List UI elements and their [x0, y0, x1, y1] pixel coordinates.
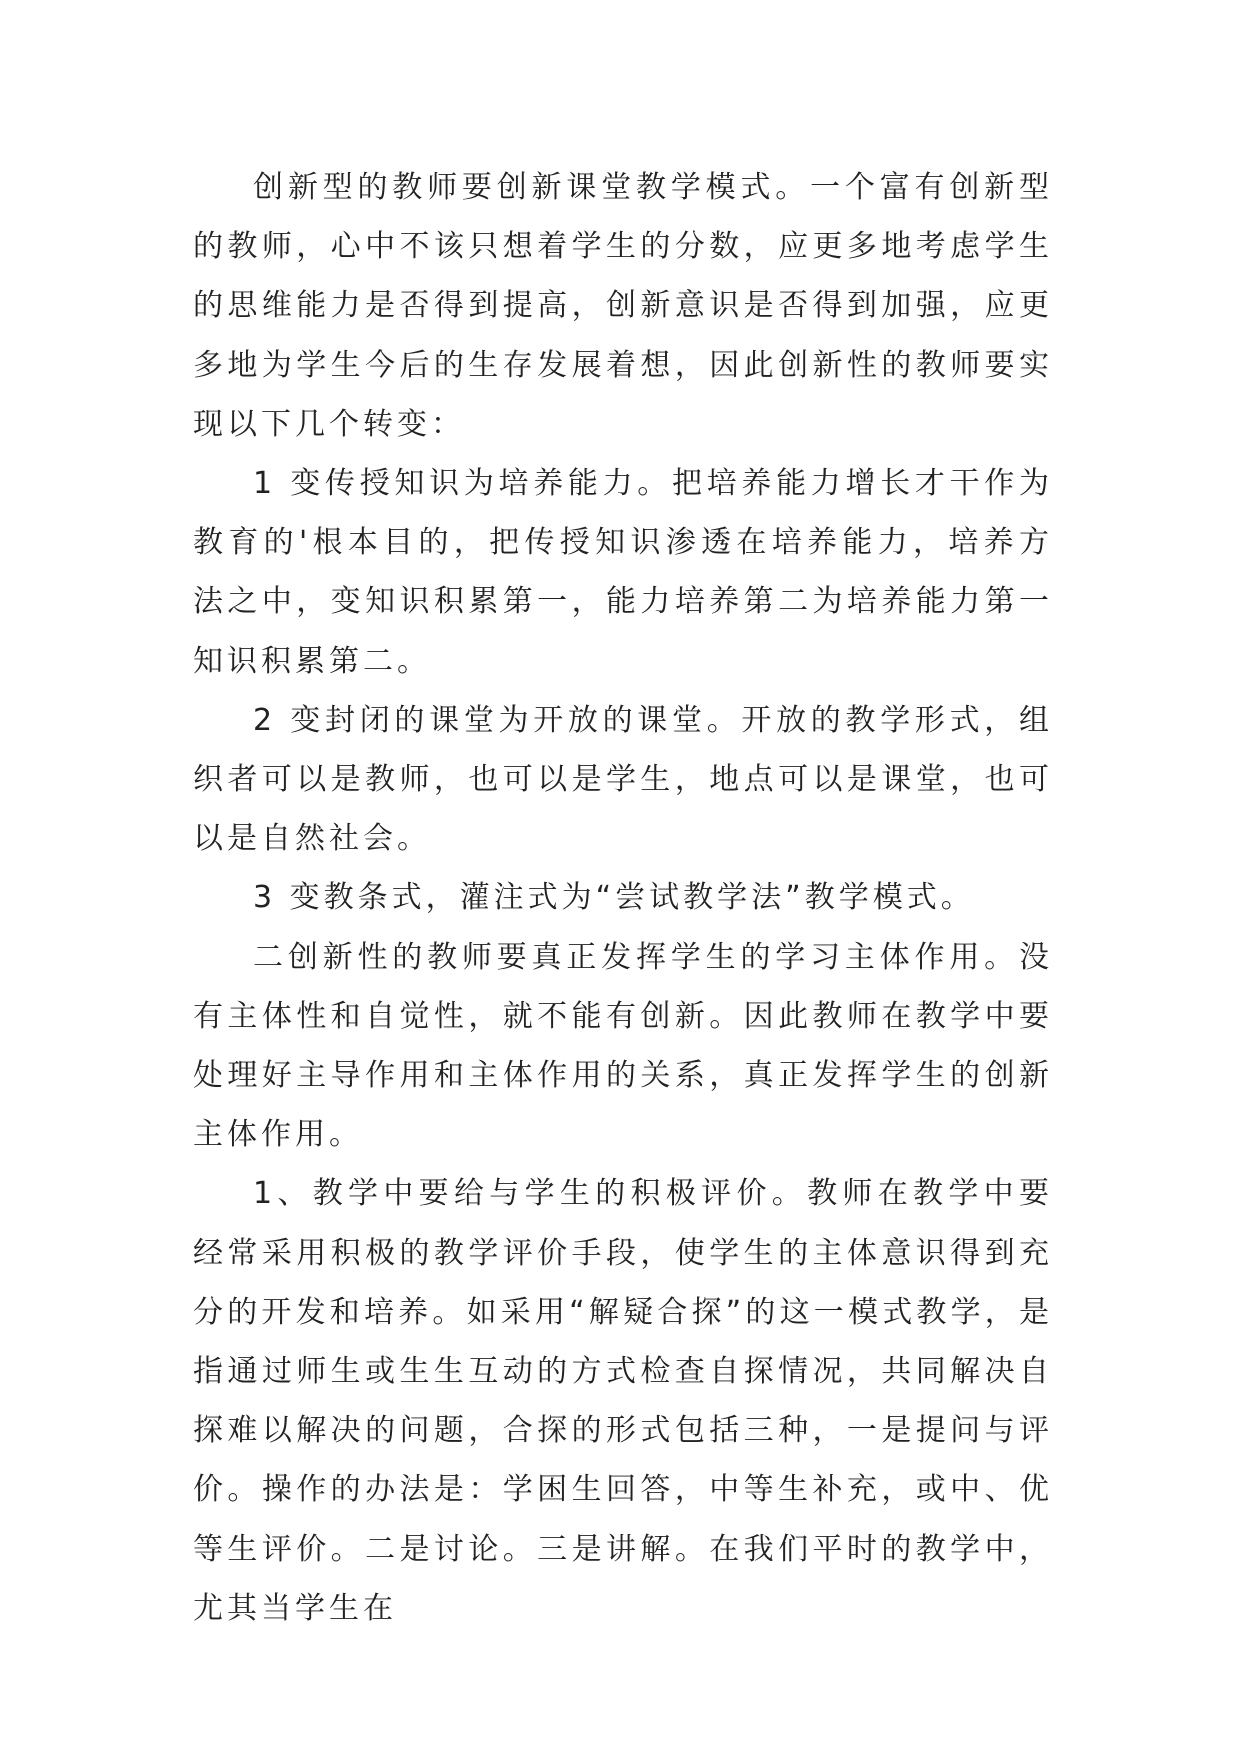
- paragraph-5: 二创新性的教师要真正发挥学生的学习主体作用。没有主体性和自觉性，就不能有创新。因此教师在教学中要处理好主导作用和主体作用的关系，真正发挥学生的创新主体作用。: [193, 939, 1053, 1153]
- paragraph-6: 1、教学中要给与学生的积极评价。教师在教学中要经常采用积极的教学评价手段，使学生的主体意识得到充分的开发和培养。如采用“解疑合探”的这一模式教学，是指通过师生或生生互动的方式检查自探情况，共同解决自探难以解决的问题，合探的形式包括三种，一是提问与评价。操作的办法是：学困生回答，中等生补充，或中、优等生评价。二是讨论。三是讲解。在我们平时的教学中，尤其当学生在: [193, 1176, 1053, 1626]
- paragraph-3: 2 变封闭的课堂为开放的课堂。开放的教学形式，组织者可以是教师，也可以是学生，地点可以是课堂，也可以是自然社会。: [193, 702, 1053, 857]
- paragraph-1: 创新型的教师要创新课堂教学模式。一个富有创新型的教师，心中不该只想着学生的分数，应更多地考虑学生的思维能力是否得到提高，创新意识是否得到加强，应更多地为学生今后的生存发展着想，因此创新性的教师要实现以下几个转变：: [193, 170, 1053, 442]
- document-body: [193, 158, 1053, 1638]
- paragraph-4: 3 变教条式，灌注式为“尝试教学法”教学模式。: [253, 880, 975, 916]
- paragraph-2: 1 变传授知识为培养能力。把培养能力增长才干作为教育的'根本目的，把传授知识渗透在培养能力，培养方法之中，变知识积累第一，能力培养第二为培养能力第一知识积累第二。: [193, 466, 1053, 679]
